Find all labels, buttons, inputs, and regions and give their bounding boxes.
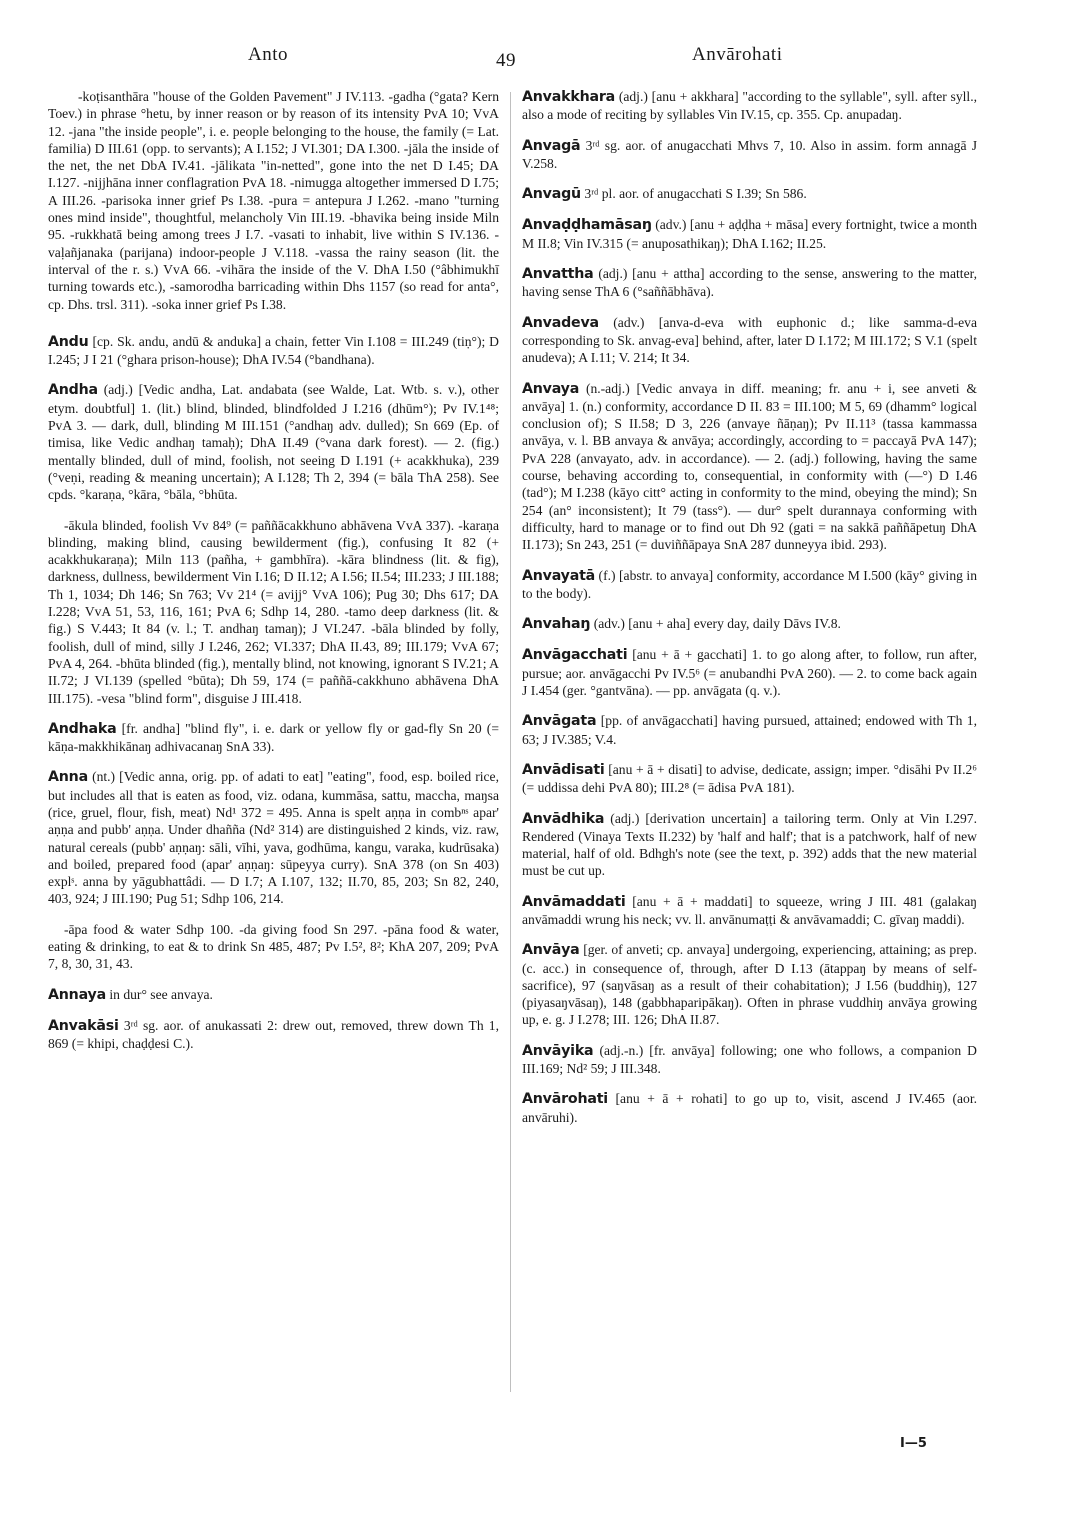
entry-headword: Annaya [48,986,106,1003]
continued-entry: -koṭisanthāra "house of the Golden Pavement" J IV.113. -gadha (°gata? Kern Toev.) in phrase °hetu, by inner reason or by reason of its intensity PvA 10; VvA 12. -jana "the inside people", i. e. people belonging to the house, the family (= Lat. familia) D III.61 (opp. to servants); A I.152; J VI.301; DA I.300. -jāla the inside of the net, the net DbA IV.41. -jālikata "in-netted", gone into the net D I.45; DA I.127. -nijjhāna inner conflagration PvA 18. -nimugga altogether immersed D I.75; A III.26. -parisoka inner grief Ps I.38. -pura = antepura J I.262. -mano "turning ones mind inside", thoughtful, melancholy Vin III.19. -bhavika being inside Miln 95. -rukkhatā being among trees J I.7. -vasati to inhabit, live within S IV.136. -vaḷañjanaka (parijana) indoor-people J V.118. -vassa the rainy season (lit. the interval of the r. s.) VvA 66. -vihāra the inside of the V. DhA I.50 (°âbhimukhī turning towards etc.), -samorodha barricading within Dhs 1157 (so read for anta°, cp. Dhs. trsl. 311). -soka inner grief Ps I.38. [48,89,499,312]
dictionary-entry [522,314,977,367]
dictionary-entry [48,381,499,503]
dictionary-entry [522,646,977,699]
dictionary-entry [48,1017,499,1053]
dictionary-entry [522,941,977,1028]
entry-headword: Anvāgata [522,713,597,730]
entry-definition: (nt.) [Vedic anna, orig. pp. of adati to eat] "eating", food, esp. boiled rice, but includes all that is eaten as food, viz. odana, kummāsa, sattu, maccha, maŋsa (rice, gruel, flour, fish, meat) Nd¹ 372 = 495. Anna is spelt aṇṇa in combⁿˢ apar' aṇṇa and pubb' aṇṇa. Under dhañña (Nd² 314) are distinguished 2 kinds, viz. raw, natural cereals (pubb' aṇṇaŋ: sāli, vīhi, yava, godhūma, kangu, varaka, kudrūsaka) and boiled, prepared food (apar' aṇṇaŋ: sūpeyya curry). SnA 378 (on Sn 403) explˢ. anna by yāgubhattâdi. — D I.7; A I.107, 132; II.70, 85, 203; Sn 82, 240, 403, 924; J III.190; Pug 51; Sdhp 106, 214. [48,769,499,907]
dictionary-entry [522,712,977,748]
entry-headword: Anvakāsi [48,1017,119,1034]
dictionary-entry [48,333,499,369]
entry-headword: Anvādhika [522,810,605,827]
entry-definition: [cp. Sk. andu, andū & anduka] a chain, fetter Vin I.108 = III.249 (tiṇ°); D I.245; J I 21 (°ghara prison-house); DhA IV.54 (°bandhana). [48,333,499,368]
entry-headword: Anvaḍḍhamāsaŋ [522,217,652,234]
dictionary-entry [522,88,977,124]
dictionary-entry [522,615,977,633]
entry-definition: (adv.) [anu + aḍḍha + māsa] every fortnight, twice a month M II.8; Vin IV.315 (= anuposathikaŋ); DhA I.162; II.25. [522,217,977,251]
dictionary-entry [522,137,977,173]
running-head-left: Anto [248,44,288,65]
page-number: 49 [496,50,516,71]
entry-headword: Andu [48,333,89,350]
entry-definition: (n.-adj.) [Vedic anvaya in diff. meaning; fr. anu + i, see anveti & anvāya] 1. (n.) conformity, accordance D II. 83 = III.100; M 5, 69 (dhamm° logical conclusion of); S II.58; D 3, 226 (anvaye ñāṇaŋ); Pv II.11³ (tassa kammassa anvāya, v. l. BB anvaya & anvāya; accordingly, according to = paccayā PvA 147); PvA 228 (anvayato, adv. in accordance). — 2. (adj.) following, having the same course, behaving according to, consequential, in conformity with (—°) D I.46 (tad°); M I.238 (kāyo citt° acting in conformity to the mind, obeying the mind); Sn 254 (an° inconsistent); It 79 (tass°). — dur° spelt durannaya conforming with difficulty, hard to manage or to find out Dh 92 (gati = na sakkā paññāpetuŋ DhA II.173); Sn 243, 251 (= duviññāpaya SnA 287 dunneyya ibid. 293). [522,380,977,553]
column-divider [510,92,511,1392]
entry-definition: [pp. of anvāgacchati] having pursued, attained; endowed with Th 1, 63; J IV.385; V.4. [522,713,977,747]
dictionary-entry [522,265,977,301]
entry-headword: Anvadeva [522,314,599,331]
dictionary-entry [48,720,499,756]
dictionary-entry [522,185,977,203]
dictionary-entry [522,380,977,554]
entry-definition: (adv.) [anva-d-eva with euphonic d.; like samma-d-eva corresponding to Sk. anvag-eva] behind, after, later D I.172; M III.172; S V.1 (spelt anudeva); A I.11; V. 214; It 34. [522,314,978,366]
entry-headword: Anvahaŋ [522,616,591,633]
entry-headword: Andhaka [48,720,117,737]
dictionary-entry [522,1090,977,1126]
compound-subentries: -āpa food & water Sdhp 100. -da giving food Sn 297. -pāna food & water, eating & drinking, to eat & to drink Sn 485, 487; Pv I.5², 8²; KhA 207, 209; PvA 7, 8, 30, 31, 43. [48,921,499,972]
entry-headword: Anvagā [522,137,581,154]
entry-headword: Anna [48,769,88,786]
dictionary-entry [48,986,499,1004]
dictionary-entry [522,893,977,929]
dictionary-entry [522,761,977,797]
dictionary-entry [522,567,977,603]
entry-definition: in dur° see anvaya. [109,986,213,1002]
entry-headword: Anvattha [522,266,594,283]
dictionary-entry [48,768,499,907]
entry-headword: Anvāyika [522,1042,594,1059]
entry-definition: 3ʳᵈ sg. aor. of anukassati 2: drew out, removed, threw down Th 1, 869 (= khipi, chaḍḍesi C.). [48,1017,499,1052]
entry-definition: [fr. andha] "blind fly", i. e. dark or yellow fly or gad-fly Sn 20 (= kāṇa-makkhikānaŋ adhivacanaŋ SnA 33). [48,720,499,755]
compound-subentries: -ākula blinded, foolish Vv 84⁹ (= paññācakkhuno abhāvena VvA 337). -karaṇa blinding, making blind, causing bewilderment (fig.), confusing It 82 (+ acakkhukaraṇa); Miln 113 (pañha, + gambhīra). -kāra blindness (lit. & fig), darkness, dullness, bewilderment Vin I.16; D II.12; A I.56; II.54; III.233; J III.188; Th 1, 1034; Dh 146; Sn 763; Vv 21⁴ (= avijj° VvA 106); Pug 30; Dhs 617; DA I.228; VvA 51, 53, 116, 161; PvA 6; Sdhp 14, 280. -tamo deep darkness (lit. & fig.) S V.443; It 84 (v. l.; T. andhaŋ tamaŋ); J VI.247. -bāla blinded by folly, foolish, dull of mind, silly J I.246, 262; VI.337; DhA II.43, 89; III.179; VvA 67; PvA 4, 264. -bhūta blinded (fig.), mentally blind, not knowing, ignorant S IV.21; A II.72; J VI.139 (spelled °būta); Dh 59, 174 (= paññā-cakkhuno abhāvena DhA III.175). -vesa "blind form", disguise J III.418. [48,517,499,706]
entry-headword: Anvakkhara [522,89,616,105]
dictionary-entry [522,216,977,252]
entry-headword: Anvāgacchati [522,647,628,664]
entry-definition: (adj.) [anu + akkhara] "according to the syllable", syll. after syll., also a mode of reciting by syllables Vin IV.15, cp. 355. Cp. anupadaŋ. [522,89,977,123]
entry-headword: Anvaya [522,380,580,397]
signature-mark: I—5 [900,1436,927,1451]
entry-headword: Anvāya [522,942,580,959]
entry-headword: Anvagū [522,186,581,203]
entry-headword: Anvayatā [522,567,596,584]
entry-definition: 3ʳᵈ pl. aor. of anugacchati S I.39; Sn 586. [584,186,807,202]
entry-definition: (adj.) [Vedic andha, Lat. andabata (see Walde, Lat. Wtb. s. v.), other etym. doubtful] 1. (lit.) blind, blinded, blindfolded J I.216 (dhūm°); Pv IV.1⁴⁸; PvA 3. — dark, dull, blinding M III.151 (°andhaŋ adv. dulled); Sn 669 (Ep. of timisa, like Vedic andhaŋ tamaḥ); DhA II.49 (°vana dark forest). — 2. (fig.) mentally blinded, dull of mind, foolish, not seeing D I.191 (+ acakkhuka), 239 (°veṇi, reading & meaning uncertain); A I.128; Th 2, 394 (= bāla ThA 258). See cpds. °karaṇa, °kāra, °bāla, °bhūta. [48,382,499,503]
entry-definition: (adj.) [anu + attha] according to the sense, answering to the matter, having sense ThA 6 (°saññābhāva). [522,266,977,300]
running-head-right: Anvārohati [692,44,783,65]
dictionary-entry [522,810,977,880]
entry-definition: [anu + ā + maddati] to squeeze, wring J III. 481 (galakaŋ anvāmaddi wrung his neck; vv. ll. anvānumaṭṭi & anvāvamaddi; C. gīvaŋ maddi). [522,893,977,927]
entry-definition: (f.) [abstr. to anvaya] conformity, accordance M I.500 (kāy° giving in to the body). [522,567,977,601]
dictionary-entry [522,1042,977,1078]
entry-headword: Andha [48,382,98,399]
right-column [522,88,977,1139]
entry-headword: Anvāmaddati [522,893,626,910]
entry-headword: Anvādisati [522,761,605,778]
left-column [48,88,499,1066]
entry-headword: Anvārohati [522,1091,608,1108]
entry-definition: 3ʳᵈ sg. aor. of anugacchati Mhvs 7, 10. Also in assim. form annagā J V.258. [522,137,977,171]
entry-definition: [anu + ā + disati] to advise, dedicate, assign; imper. °disāhi Pv II.2⁶ (= uddissa dehi PvA 80); III.2⁸ (= ādisa PvA 181). [522,761,978,796]
entry-definition: [anu + ā + rohati] to go up to, visit, ascend J IV.465 (aor. anvāruhi). [522,1091,977,1125]
entry-definition: [ger. of anveti; cp. anvaya] undergoing, experiencing, attaining; as prep. (c. acc.) in consequence of, through, after D I.13 (ātappaŋ by means of self-sacrifice), 97 (saŋvāsaŋ as a result of their cohabitation); J I.56 (buddhiŋ), 127 (piyasaŋvāsaŋ), 148 (gabbhaparipākaŋ). Often in phrase vuddhiŋ anvāya growing up, e. g. J I.278; III. 126; DhA II.87. [522,942,977,1028]
entry-definition: [anu + ā + gacchati] 1. to go along after, to follow, run after, pursue; aor. anvāgacchi Pv IV.5⁶ (= anubandhi PvA 260). — 2. to come back again J I.454 (ger. °gantvāna). — pp. anvāgata (q. v.). [522,647,977,699]
entry-definition: (adj.) [derivation uncertain] a tailoring term. Only at Vin I.297. Rendered (Vinaya Texts II.232) by 'half and half'; that is a patchwork, half of new material, half of old. Bdhgh's note (see the text, p. 392) adds that the new material must be cut up. [522,810,977,879]
entry-definition: (adv.) [anu + aha] every day, daily Dāvs IV.8. [593,616,841,632]
entry-definition: (adj.-n.) [fr. anvāya] following; one who follows, a companion D III.169; Nd² 59; J III.348. [522,1042,977,1077]
